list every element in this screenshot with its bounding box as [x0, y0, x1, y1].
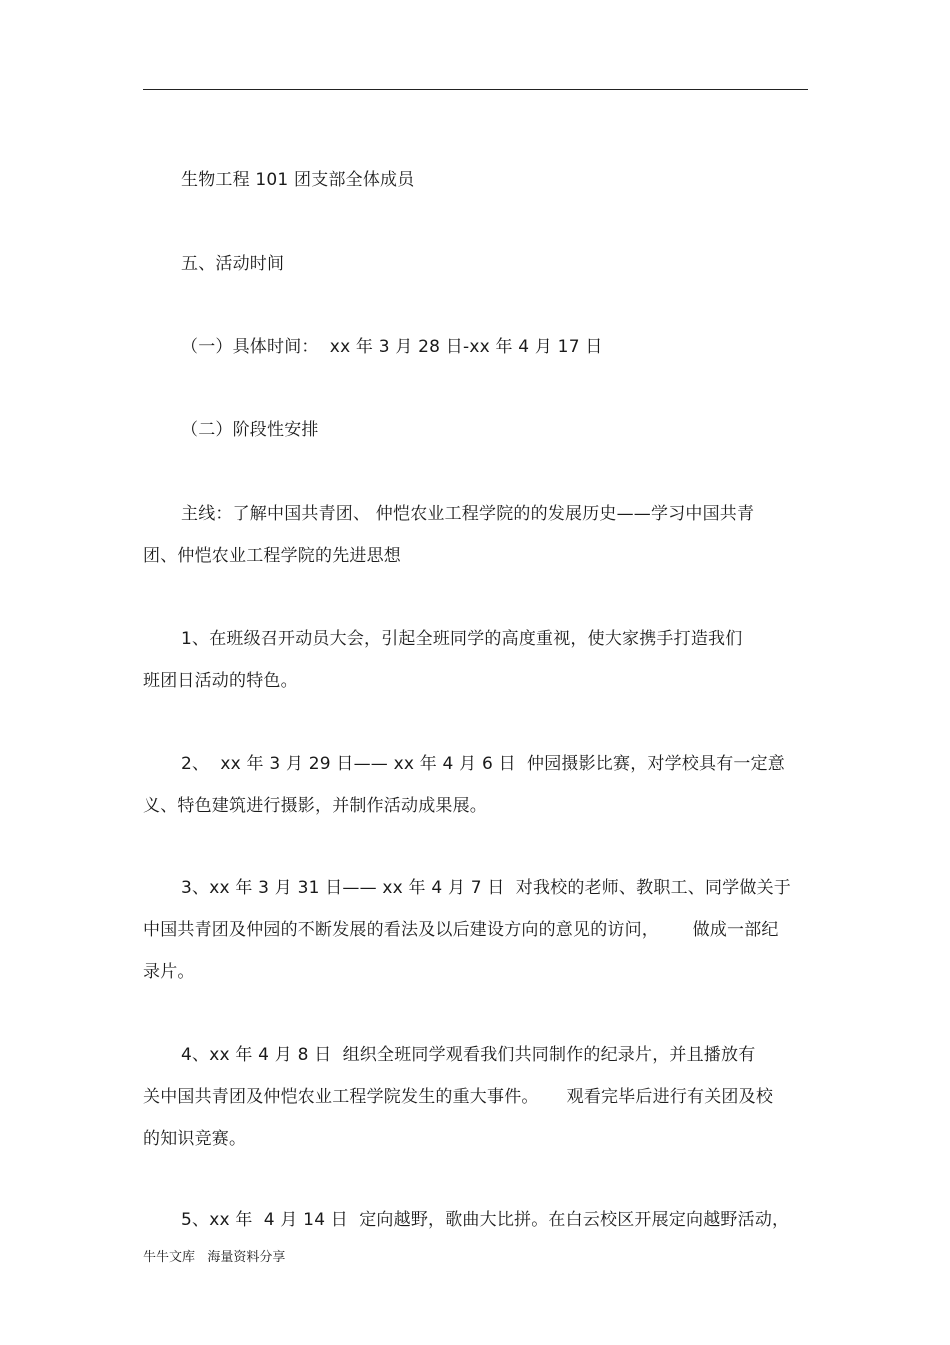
text-line: 关中国共青团及仲恺农业工程学院发生的重大事件。 观看完毕后进行有关团及校	[143, 1087, 774, 1107]
text-line: （一）具体时间： xx 年 3 月 28 日-xx 年 4 月 17 日	[181, 337, 603, 357]
section-heading: 五、活动时间	[181, 254, 285, 274]
text-line: 主线：了解中国共青团、 仲恺农业工程学院的的发展历史——学习中国共青	[181, 504, 755, 524]
text-line: 生物工程 101 团支部全体成员	[181, 170, 415, 190]
text-line: 班团日活动的特色。	[143, 671, 298, 691]
text-line: 3、xx 年 3 月 31 日—— xx 年 4 月 7 日 对我校的老师、教职工、同学做关于	[181, 878, 791, 898]
header-rule	[143, 89, 808, 90]
footer-text: 牛牛文库 海量资料分享	[143, 1250, 286, 1265]
text-line: 1、在班级召开动员大会，引起全班同学的高度重视，使大家携手打造我们	[181, 629, 743, 649]
subsection-heading: （二）阶段性安排	[181, 420, 319, 440]
text-line: 中国共青团及仲园的不断发展的看法及以后建设方向的意见的访问， 做成一部纪	[143, 920, 779, 940]
text-line: 义、特色建筑进行摄影，并制作活动成果展。	[143, 796, 487, 816]
text-line: 录片。	[143, 962, 195, 982]
text-line: 4、xx 年 4 月 8 日 组织全班同学观看我们共同制作的纪录片，并且播放有	[181, 1045, 756, 1065]
text-line: 5、xx 年 4 月 14 日 定向越野，歌曲大比拼。在白云校区开展定向越野活动，	[181, 1210, 790, 1230]
text-line: 2、 xx 年 3 月 29 日—— xx 年 4 月 6 日 仲园摄影比赛，对学校具有一定意	[181, 754, 785, 774]
text-line: 的知识竞赛。	[143, 1129, 247, 1149]
text-line: 团、仲恺农业工程学院的先进思想	[143, 546, 401, 566]
